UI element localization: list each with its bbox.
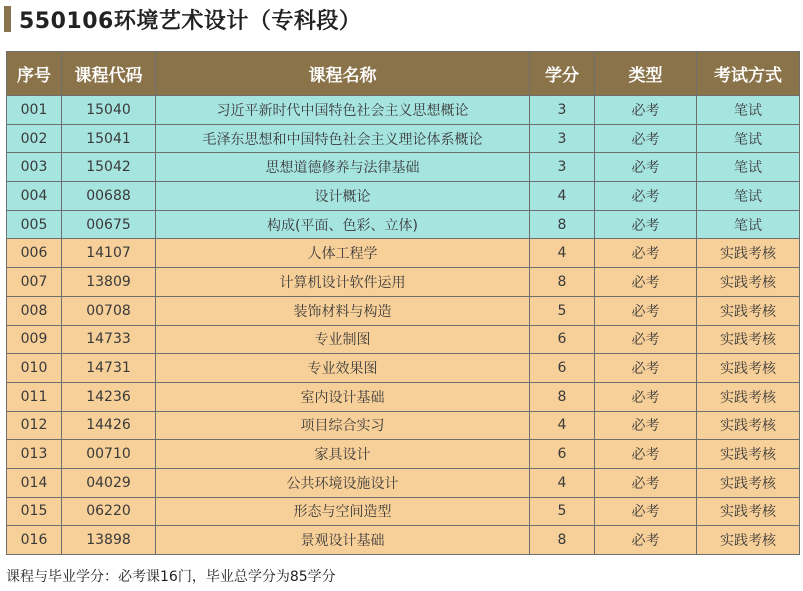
- table-row: [7, 382, 800, 411]
- cell-index: 009: [7, 325, 62, 354]
- cell-index: 010: [7, 354, 62, 383]
- cell-index: 002: [7, 124, 62, 153]
- cell-course-name: 专业效果图: [156, 354, 530, 383]
- cell-credits: 8: [530, 526, 595, 555]
- cell-credits: 4: [530, 239, 595, 268]
- cell-course-code: 14733: [62, 325, 156, 354]
- cell-credits: 5: [530, 497, 595, 526]
- cell-type: 必考: [595, 468, 697, 497]
- cell-exam-method: 笔试: [697, 182, 800, 211]
- cell-credits: 8: [530, 382, 595, 411]
- cell-type: 必考: [595, 526, 697, 555]
- table-row: [7, 526, 800, 555]
- table-row: [7, 96, 800, 125]
- cell-type: 必考: [595, 411, 697, 440]
- cell-exam-method: 笔试: [697, 124, 800, 153]
- cell-course-name: 专业制图: [156, 325, 530, 354]
- cell-credits: 3: [530, 96, 595, 125]
- table-header-row: [7, 52, 800, 96]
- cell-type: 必考: [595, 210, 697, 239]
- cell-credits: 6: [530, 440, 595, 469]
- cell-type: 必考: [595, 325, 697, 354]
- cell-type: 必考: [595, 497, 697, 526]
- cell-course-name: 毛泽东思想和中国特色社会主义理论体系概论: [156, 124, 530, 153]
- cell-course-name: 装饰材料与构造: [156, 296, 530, 325]
- cell-type: 必考: [595, 440, 697, 469]
- header-exam-method: 考试方式: [697, 52, 800, 96]
- header-course-code: 课程代码: [62, 52, 156, 96]
- cell-course-code: 14731: [62, 354, 156, 383]
- table-row: [7, 440, 800, 469]
- cell-index: 006: [7, 239, 62, 268]
- table-row: [7, 268, 800, 297]
- cell-credits: 4: [530, 468, 595, 497]
- cell-course-code: 13809: [62, 268, 156, 297]
- cell-index: 012: [7, 411, 62, 440]
- cell-index: 016: [7, 526, 62, 555]
- table-row: [7, 153, 800, 182]
- header-credits: 学分: [530, 52, 595, 96]
- cell-course-code: 14236: [62, 382, 156, 411]
- cell-exam-method: 实践考核: [697, 268, 800, 297]
- cell-exam-method: 实践考核: [697, 440, 800, 469]
- cell-credits: 4: [530, 182, 595, 211]
- cell-type: 必考: [595, 296, 697, 325]
- cell-index: 008: [7, 296, 62, 325]
- table-row: [7, 325, 800, 354]
- cell-index: 005: [7, 210, 62, 239]
- cell-exam-method: 实践考核: [697, 354, 800, 383]
- cell-type: 必考: [595, 153, 697, 182]
- cell-course-code: 00708: [62, 296, 156, 325]
- cell-course-code: 14107: [62, 239, 156, 268]
- cell-index: 015: [7, 497, 62, 526]
- course-table: [6, 51, 800, 555]
- title-accent-bar: [4, 6, 11, 32]
- cell-exam-method: 实践考核: [697, 239, 800, 268]
- cell-type: 必考: [595, 382, 697, 411]
- cell-course-name: 项目综合实习: [156, 411, 530, 440]
- cell-course-name: 设计概论: [156, 182, 530, 211]
- cell-course-code: 04029: [62, 468, 156, 497]
- cell-course-code: 15041: [62, 124, 156, 153]
- cell-index: 014: [7, 468, 62, 497]
- cell-credits: 3: [530, 124, 595, 153]
- table-row: [7, 411, 800, 440]
- cell-exam-method: 笔试: [697, 153, 800, 182]
- cell-type: 必考: [595, 239, 697, 268]
- header-index: 序号: [7, 52, 62, 96]
- cell-course-name: 思想道德修养与法律基础: [156, 153, 530, 182]
- cell-course-name: 景观设计基础: [156, 526, 530, 555]
- cell-exam-method: 笔试: [697, 96, 800, 125]
- cell-course-code: 13898: [62, 526, 156, 555]
- cell-type: 必考: [595, 268, 697, 297]
- cell-exam-method: 实践考核: [697, 526, 800, 555]
- cell-index: 013: [7, 440, 62, 469]
- cell-exam-method: 实践考核: [697, 382, 800, 411]
- cell-credits: 4: [530, 411, 595, 440]
- cell-course-name: 习近平新时代中国特色社会主义思想概论: [156, 96, 530, 125]
- cell-course-code: 14426: [62, 411, 156, 440]
- cell-exam-method: 实践考核: [697, 296, 800, 325]
- cell-index: 003: [7, 153, 62, 182]
- cell-course-name: 家具设计: [156, 440, 530, 469]
- cell-course-name: 人体工程学: [156, 239, 530, 268]
- cell-credits: 6: [530, 325, 595, 354]
- cell-course-code: 06220: [62, 497, 156, 526]
- header-type: 类型: [595, 52, 697, 96]
- cell-credits: 6: [530, 354, 595, 383]
- cell-course-code: 15040: [62, 96, 156, 125]
- cell-credits: 3: [530, 153, 595, 182]
- cell-course-code: 15042: [62, 153, 156, 182]
- table-row: [7, 468, 800, 497]
- cell-credits: 8: [530, 210, 595, 239]
- page-title-block: [4, 4, 361, 34]
- cell-index: 011: [7, 382, 62, 411]
- cell-course-name: 计算机设计软件运用: [156, 268, 530, 297]
- table-row: [7, 124, 800, 153]
- cell-course-name: 构成(平面、色彩、立体): [156, 210, 530, 239]
- cell-course-name: 室内设计基础: [156, 382, 530, 411]
- cell-exam-method: 实践考核: [697, 468, 800, 497]
- cell-type: 必考: [595, 96, 697, 125]
- cell-credits: 5: [530, 296, 595, 325]
- cell-exam-method: 实践考核: [697, 325, 800, 354]
- cell-course-code: 00675: [62, 210, 156, 239]
- cell-exam-method: 实践考核: [697, 411, 800, 440]
- cell-type: 必考: [595, 354, 697, 383]
- table-row: [7, 354, 800, 383]
- cell-index: 001: [7, 96, 62, 125]
- header-course-name: 课程名称: [156, 52, 530, 96]
- page-title: 550106环境艺术设计（专科段）: [19, 8, 362, 34]
- cell-exam-method: 笔试: [697, 210, 800, 239]
- table-row: [7, 210, 800, 239]
- cell-course-name: 公共环境设施设计: [156, 468, 530, 497]
- cell-course-code: 00688: [62, 182, 156, 211]
- cell-type: 必考: [595, 182, 697, 211]
- cell-index: 007: [7, 268, 62, 297]
- cell-credits: 8: [530, 268, 595, 297]
- table-row: [7, 296, 800, 325]
- table-row: [7, 182, 800, 211]
- cell-exam-method: 实践考核: [697, 497, 800, 526]
- cell-course-name: 形态与空间造型: [156, 497, 530, 526]
- credits-footnote: 课程与毕业学分：必考课16门，毕业总学分为85学分: [6, 569, 336, 585]
- table-row: [7, 497, 800, 526]
- cell-index: 004: [7, 182, 62, 211]
- cell-type: 必考: [595, 124, 697, 153]
- table-row: [7, 239, 800, 268]
- cell-course-code: 00710: [62, 440, 156, 469]
